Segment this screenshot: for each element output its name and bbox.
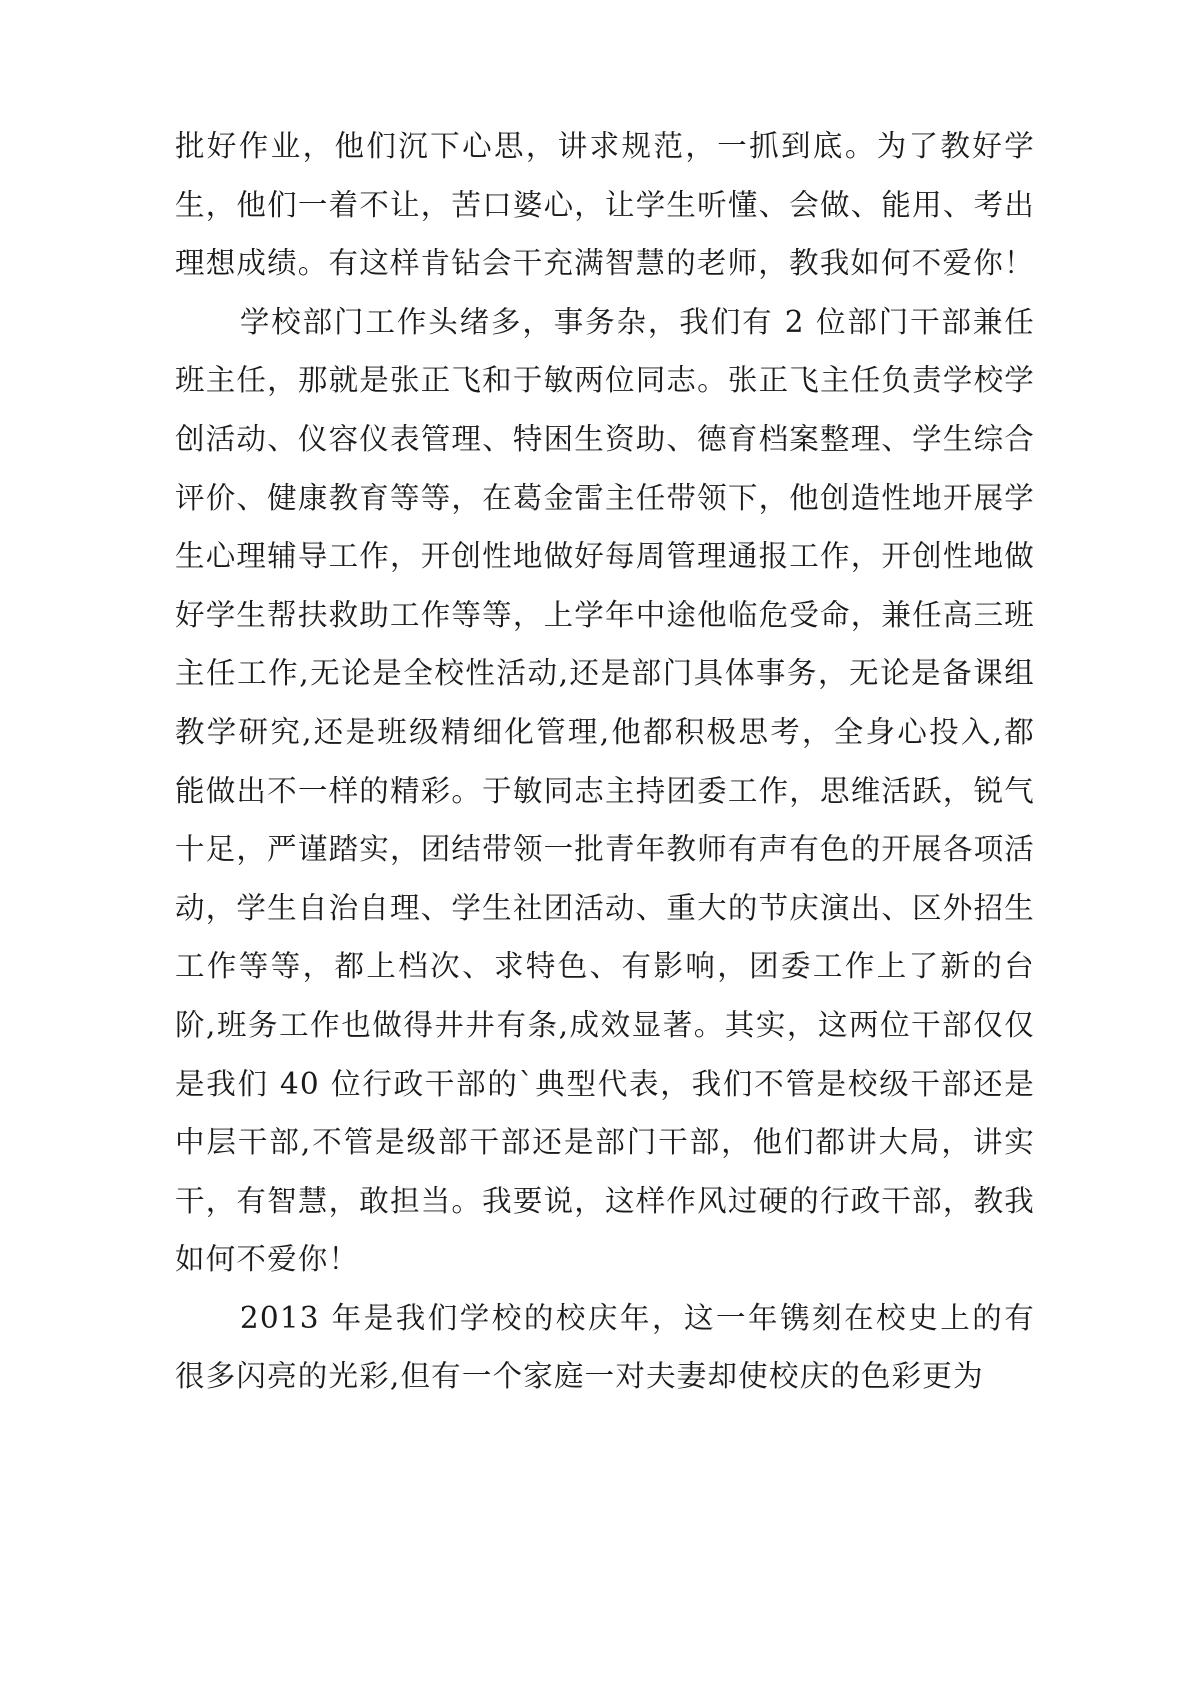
document-body [175,117,1035,1406]
paragraph-1: 批好作业，他们沉下心思，讲求规范，一抓到底。为了教好学生，他们一着不让，苦口婆心，让学生听懂、会做、能用、考出理想成绩。有这样肯钻会干充满智慧的老师，教我如何不爱你！ [175,129,1035,281]
paragraph-2: 学校部门工作头绪多，事务杂，我们有 2 位部门干部兼任班主任，那就是张正飞和于敏两位同志。张正飞主任负责学校学创活动、仪容仪表管理、特困生资助、德育档案整理、学生综合评价、健康教育等等，在葛金雷主任带领下，他创造性地开展学生心理辅导工作，开创性地做好每周管理通报工作，开创性地做好学生帮扶救助工作等等，上学年中途他临危受命，兼任高三班主任工作,无论是全校性活动,还是部门具体事务，无论是备课组教学研究,还是班级精细化管理,他都积极思考，全身心投入,都能做出不一样的精彩。于敏同志主持团委工作，思维活跃，锐气十足，严谨踏实，团结带领一批青年教师有声有色的开展各项活动，学生自治自理、学生社团活动、重大的节庆演出、区外招生工作等等，都上档次、求特色、有影响，团委工作上了新的台阶,班务工作也做得井井有条,成效显著。其实，这两位干部仅仅是我们 40 位行政干部的`典型代表，我们不管是校级干部还是中层干部,不管是级部干部还是部门干部，他们都讲大局，讲实干，有智慧，敢担当。我要说，这样作风过硬的行政干部，教我如何不爱你！ [175,304,1035,1277]
paragraph-3: 2013 年是我们学校的校庆年，这一年镌刻在校史上的有很多闪亮的光彩,但有一个家庭一对夫妻却使校庆的色彩更为 [175,1300,1035,1394]
